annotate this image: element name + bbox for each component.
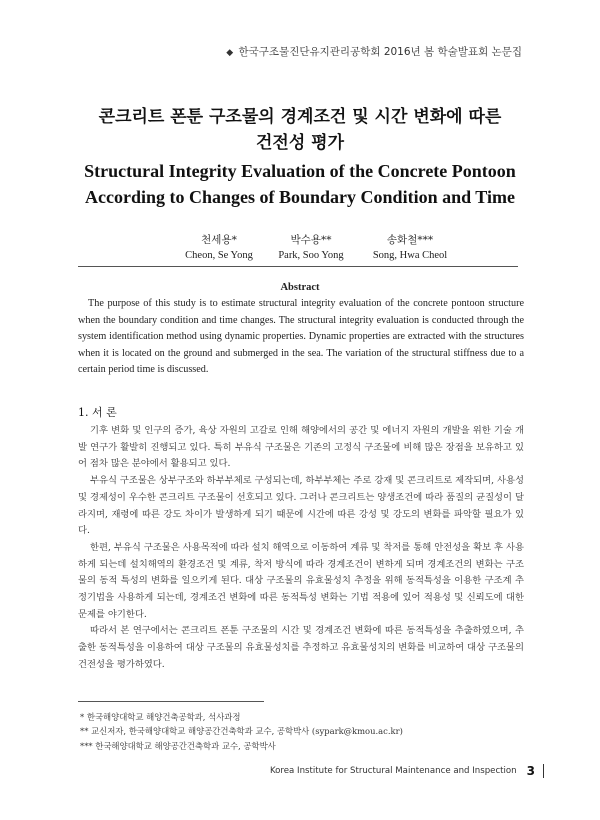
introduction-body: [78, 423, 524, 674]
diamond-icon: ◆: [226, 48, 234, 58]
korean-title-line-1: 콘크리트 폰툰 구조물의 경계조건 및 시간 변화에 따른: [98, 107, 502, 127]
author-1-english-name: Cheon, Se Yong: [185, 250, 253, 261]
author-3-korean-name: 송화철***: [386, 234, 434, 246]
footnote-1: * 한국해양대학교 해양건축공학과, 석사과정: [80, 712, 241, 722]
title-divider: [78, 266, 518, 267]
footnote-2: ** 교신저자, 한국해양대학교 해양공간건축학과 교수, 공학박사 (sypark@kmou.ac.kr): [80, 726, 403, 737]
page-footer: [270, 764, 544, 778]
paragraph: 따라서 본 연구에서는 콘크리트 폰툰 구조물의 시간 및 경계조건 변화에 따른 동적특성을 추출하였으며, 추출한 동적특성을 이용하여 대상 구조물의 유효물성치를 추정하고 유효물성치의 변화를 비교하여 대상 구조물의 건전성을 평가하였다.: [78, 625, 524, 670]
paragraph: 기후 변화 및 인구의 증가, 육상 자원의 고갈로 인해 해양에서의 공간 및 에너지 자원의 개발을 위한 기술 개발 연구가 활발히 진행되고 있다. 특히 부유식 구조물은 기존의 고정식 구조물에 비해 많은 장점을 보유하고 있어 점차 많은 분야에서 활용되고 있다.: [78, 425, 524, 470]
footer-organization: Korea Institute for Structural Maintenance and Inspection: [269, 766, 517, 776]
paragraph: 한편, 부유식 구조물은 사용목적에 따라 설치 해역으로 이동하여 계류 및 착저를 통해 안전성을 확보 후 사용하게 되는데 설치해역의 환경조건 및 계류, 착저 방식에 따라 경계조건이 변하게 되며 경계조건의 변화는 구조물의 동적 특성의 변화를 일으키게 된다. 대상 구조물의 유효물성치 추정을 위해 동적특성을 이용한 구조계 추정기법을 사용하게 되는데, 경계조건 변화에 따른 동적특성 변화는 기법 적용에 있어 적용성 및 신뢰도에 대한 문제를 야기한다.: [78, 541, 524, 620]
abstract-heading: Abstract: [280, 282, 320, 293]
proceedings-header: [226, 44, 522, 59]
korean-title: [40, 104, 560, 156]
english-title: [40, 158, 560, 210]
english-title-line-2: According to Changes of Boundary Condition and Time: [85, 187, 515, 207]
section-heading-introduction: 1. 서 론: [78, 406, 117, 419]
korean-title-line-2: 건전성 평가: [255, 133, 345, 153]
footer-bar: [543, 764, 544, 778]
abstract-body: The purpose of this study is to estimate structural integrity evaluation of the concrete pontoon structure when the boundary condition and time changes. The structural integrity evaluation is conducted through the system identification method using dynamic properties. Dynamic properties are extracted with the structures when it is located on the ground and submerged in the sea. The variation of the structural stiffness due to a certain period time is discussed.: [78, 298, 524, 376]
proceedings-title: 한국구조물진단유지관리공학회 2016년 봄 학술발표회 논문집: [238, 46, 522, 58]
footnote-divider: [78, 701, 264, 702]
author-3-english-name: Song, Hwa Cheol: [372, 250, 448, 261]
paragraph: 부유식 구조물은 상부구조와 하부부체로 구성되는데, 하부부체는 주로 강재 및 콘크리트로 제작되며, 사용성 및 경제성이 우수한 콘크리트 구조물이 선호되고 있다. 그러나 콘크리트는 양생조건에 따라 품질의 균질성이 달라지며, 재령에 따른 강도 차이가 발생하게 되기 때문에 시간에 따른 강성 및 강도의 변화를 파악할 필요가 있다.: [78, 475, 524, 537]
author-2: [256, 232, 366, 261]
page-number: 3: [526, 764, 535, 778]
english-title-line-1: Structural Integrity Evaluation of the Concrete Pontoon: [84, 161, 516, 181]
author-2-english-name: Park, Soo Yong: [278, 250, 344, 261]
footnote-3: *** 한국해양대학교 해양공간건축학과 교수, 공학박사: [80, 740, 276, 751]
author-2-korean-name: 박수용**: [290, 234, 332, 246]
author-3: [352, 232, 468, 261]
author-1-korean-name: 천세용*: [201, 234, 237, 246]
footnotes: [80, 710, 403, 753]
